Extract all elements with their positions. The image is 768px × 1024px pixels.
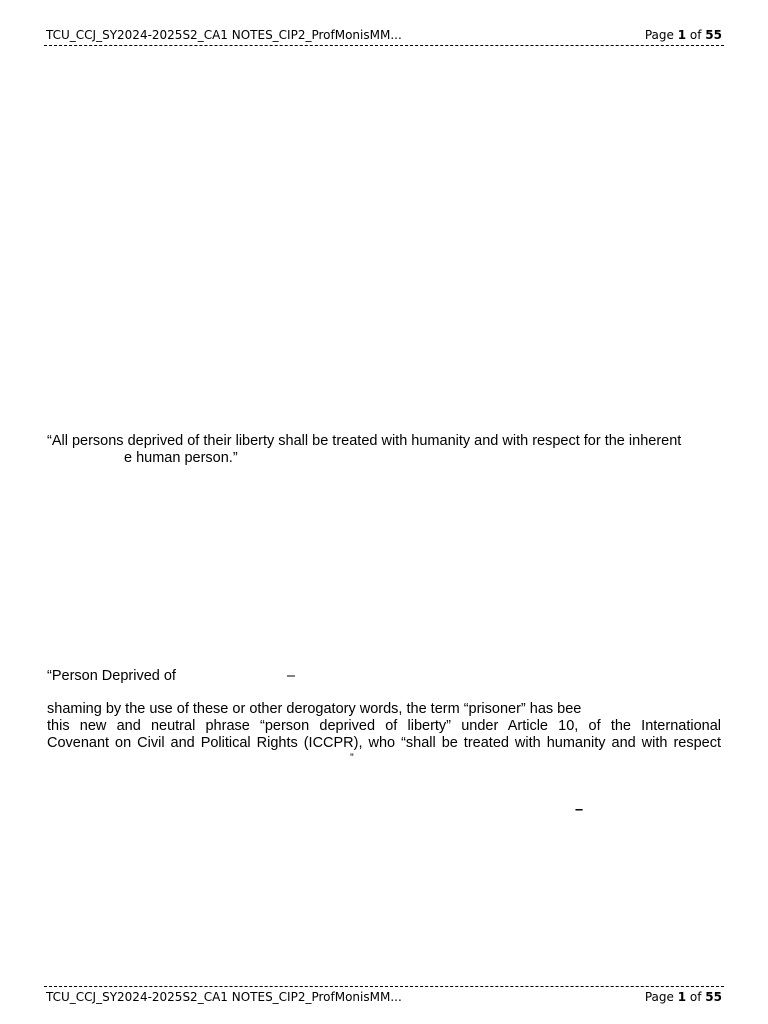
footer-page-number: Page 1 of 55 <box>644 990 722 1004</box>
paragraph-line-4: ” <box>350 752 354 764</box>
paragraph-line-2: this new and neutral phrase “person deprived of liberty” under Article 10, of the International <box>47 718 721 734</box>
quote-line-2: e human person.” <box>124 450 238 466</box>
lone-dash: – <box>575 802 584 818</box>
quote-line-1: “All persons deprived of their liberty shall be treated with humanity and with respect for the inherent <box>47 433 682 449</box>
footer-divider <box>44 986 724 987</box>
paragraph-line-3: Covenant on Civil and Political Rights (ICCPR), who “shall be treated with humanity and with respect <box>47 735 721 751</box>
header-divider <box>44 45 724 46</box>
document-title: TCU_CCJ_SY2024-2025S2_CA1 NOTES_CIP2_ProfMonisMM... <box>46 28 402 42</box>
paragraph-line-1: shaming by the use of these or other derogatory words, the term “prisoner” has bee <box>47 701 582 717</box>
page-footer <box>46 990 722 1004</box>
page-number: Page 1 of 55 <box>644 28 722 42</box>
section-heading: “Person Deprived of <box>47 668 176 684</box>
page-header <box>46 28 722 42</box>
footer-document-title: TCU_CCJ_SY2024-2025S2_CA1 NOTES_CIP2_ProfMonisMM... <box>46 990 402 1004</box>
heading-dash: – <box>287 668 296 684</box>
